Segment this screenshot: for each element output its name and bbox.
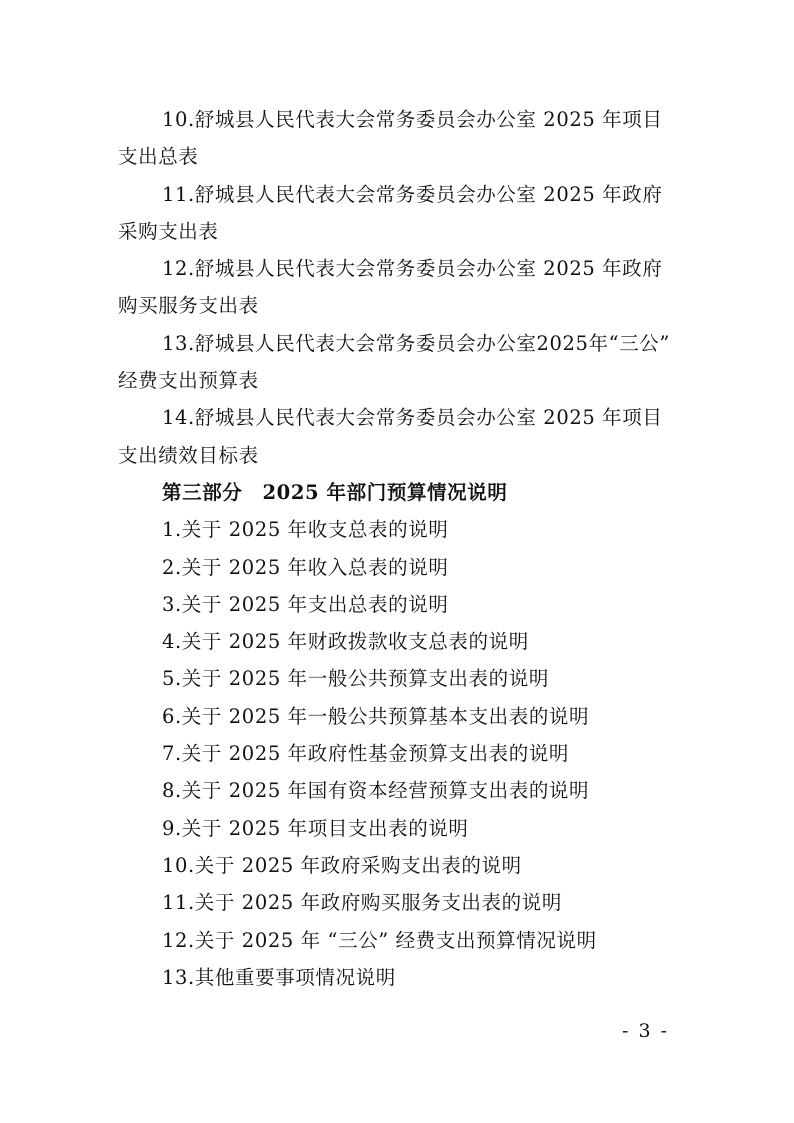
text-line: 6.关于 2025 年一般公共预算基本支出表的说明 xyxy=(162,704,590,728)
text-line: 3.关于 2025 年支出总表的说明 xyxy=(162,592,449,616)
text-line: 12.舒城县人民代表大会常务委员会办公室 2025 年政府 xyxy=(162,257,663,281)
text-line: 12.关于 2025 年 “三公” 经费支出预算情况说明 xyxy=(162,928,597,952)
text-line: 13.舒城县人民代表大会常务委员会办公室2025年“三公” xyxy=(162,331,670,355)
text-line: 1.关于 2025 年收支总表的说明 xyxy=(162,518,449,542)
page-number: - 3 - xyxy=(622,1020,670,1042)
text-line: 2.关于 2025 年收入总表的说明 xyxy=(162,555,449,579)
text-line: 11.舒城县人民代表大会常务委员会办公室 2025 年政府 xyxy=(162,182,663,206)
text-line: 14.舒城县人民代表大会常务委员会办公室 2025 年项目 xyxy=(162,406,663,430)
text-line: 11.关于 2025 年政府购买服务支出表的说明 xyxy=(162,891,562,915)
text-line: 13.其他重要事项情况说明 xyxy=(162,965,396,989)
section-heading: 第三部分 2025 年部门预算情况说明 xyxy=(162,480,508,504)
text-line: 10.关于 2025 年政府采购支出表的说明 xyxy=(162,853,522,877)
text-line: 经费支出预算表 xyxy=(118,369,259,393)
text-line: 9.关于 2025 年项目支出表的说明 xyxy=(162,816,469,840)
text-line: 采购支出表 xyxy=(118,219,219,243)
text-line: 购买服务支出表 xyxy=(118,294,259,318)
document-body xyxy=(118,101,678,996)
text-line: 4.关于 2025 年财政拨款收支总表的说明 xyxy=(162,630,529,654)
text-line: 支出总表 xyxy=(118,145,199,169)
text-line: 支出绩效目标表 xyxy=(118,443,259,467)
text-line: 7.关于 2025 年政府性基金预算支出表的说明 xyxy=(162,742,570,766)
text-line: 5.关于 2025 年一般公共预算支出表的说明 xyxy=(162,667,549,691)
text-line: 8.关于 2025 年国有资本经营预算支出表的说明 xyxy=(162,779,590,803)
text-line: 10.舒城县人民代表大会常务委员会办公室 2025 年项目 xyxy=(162,108,663,131)
